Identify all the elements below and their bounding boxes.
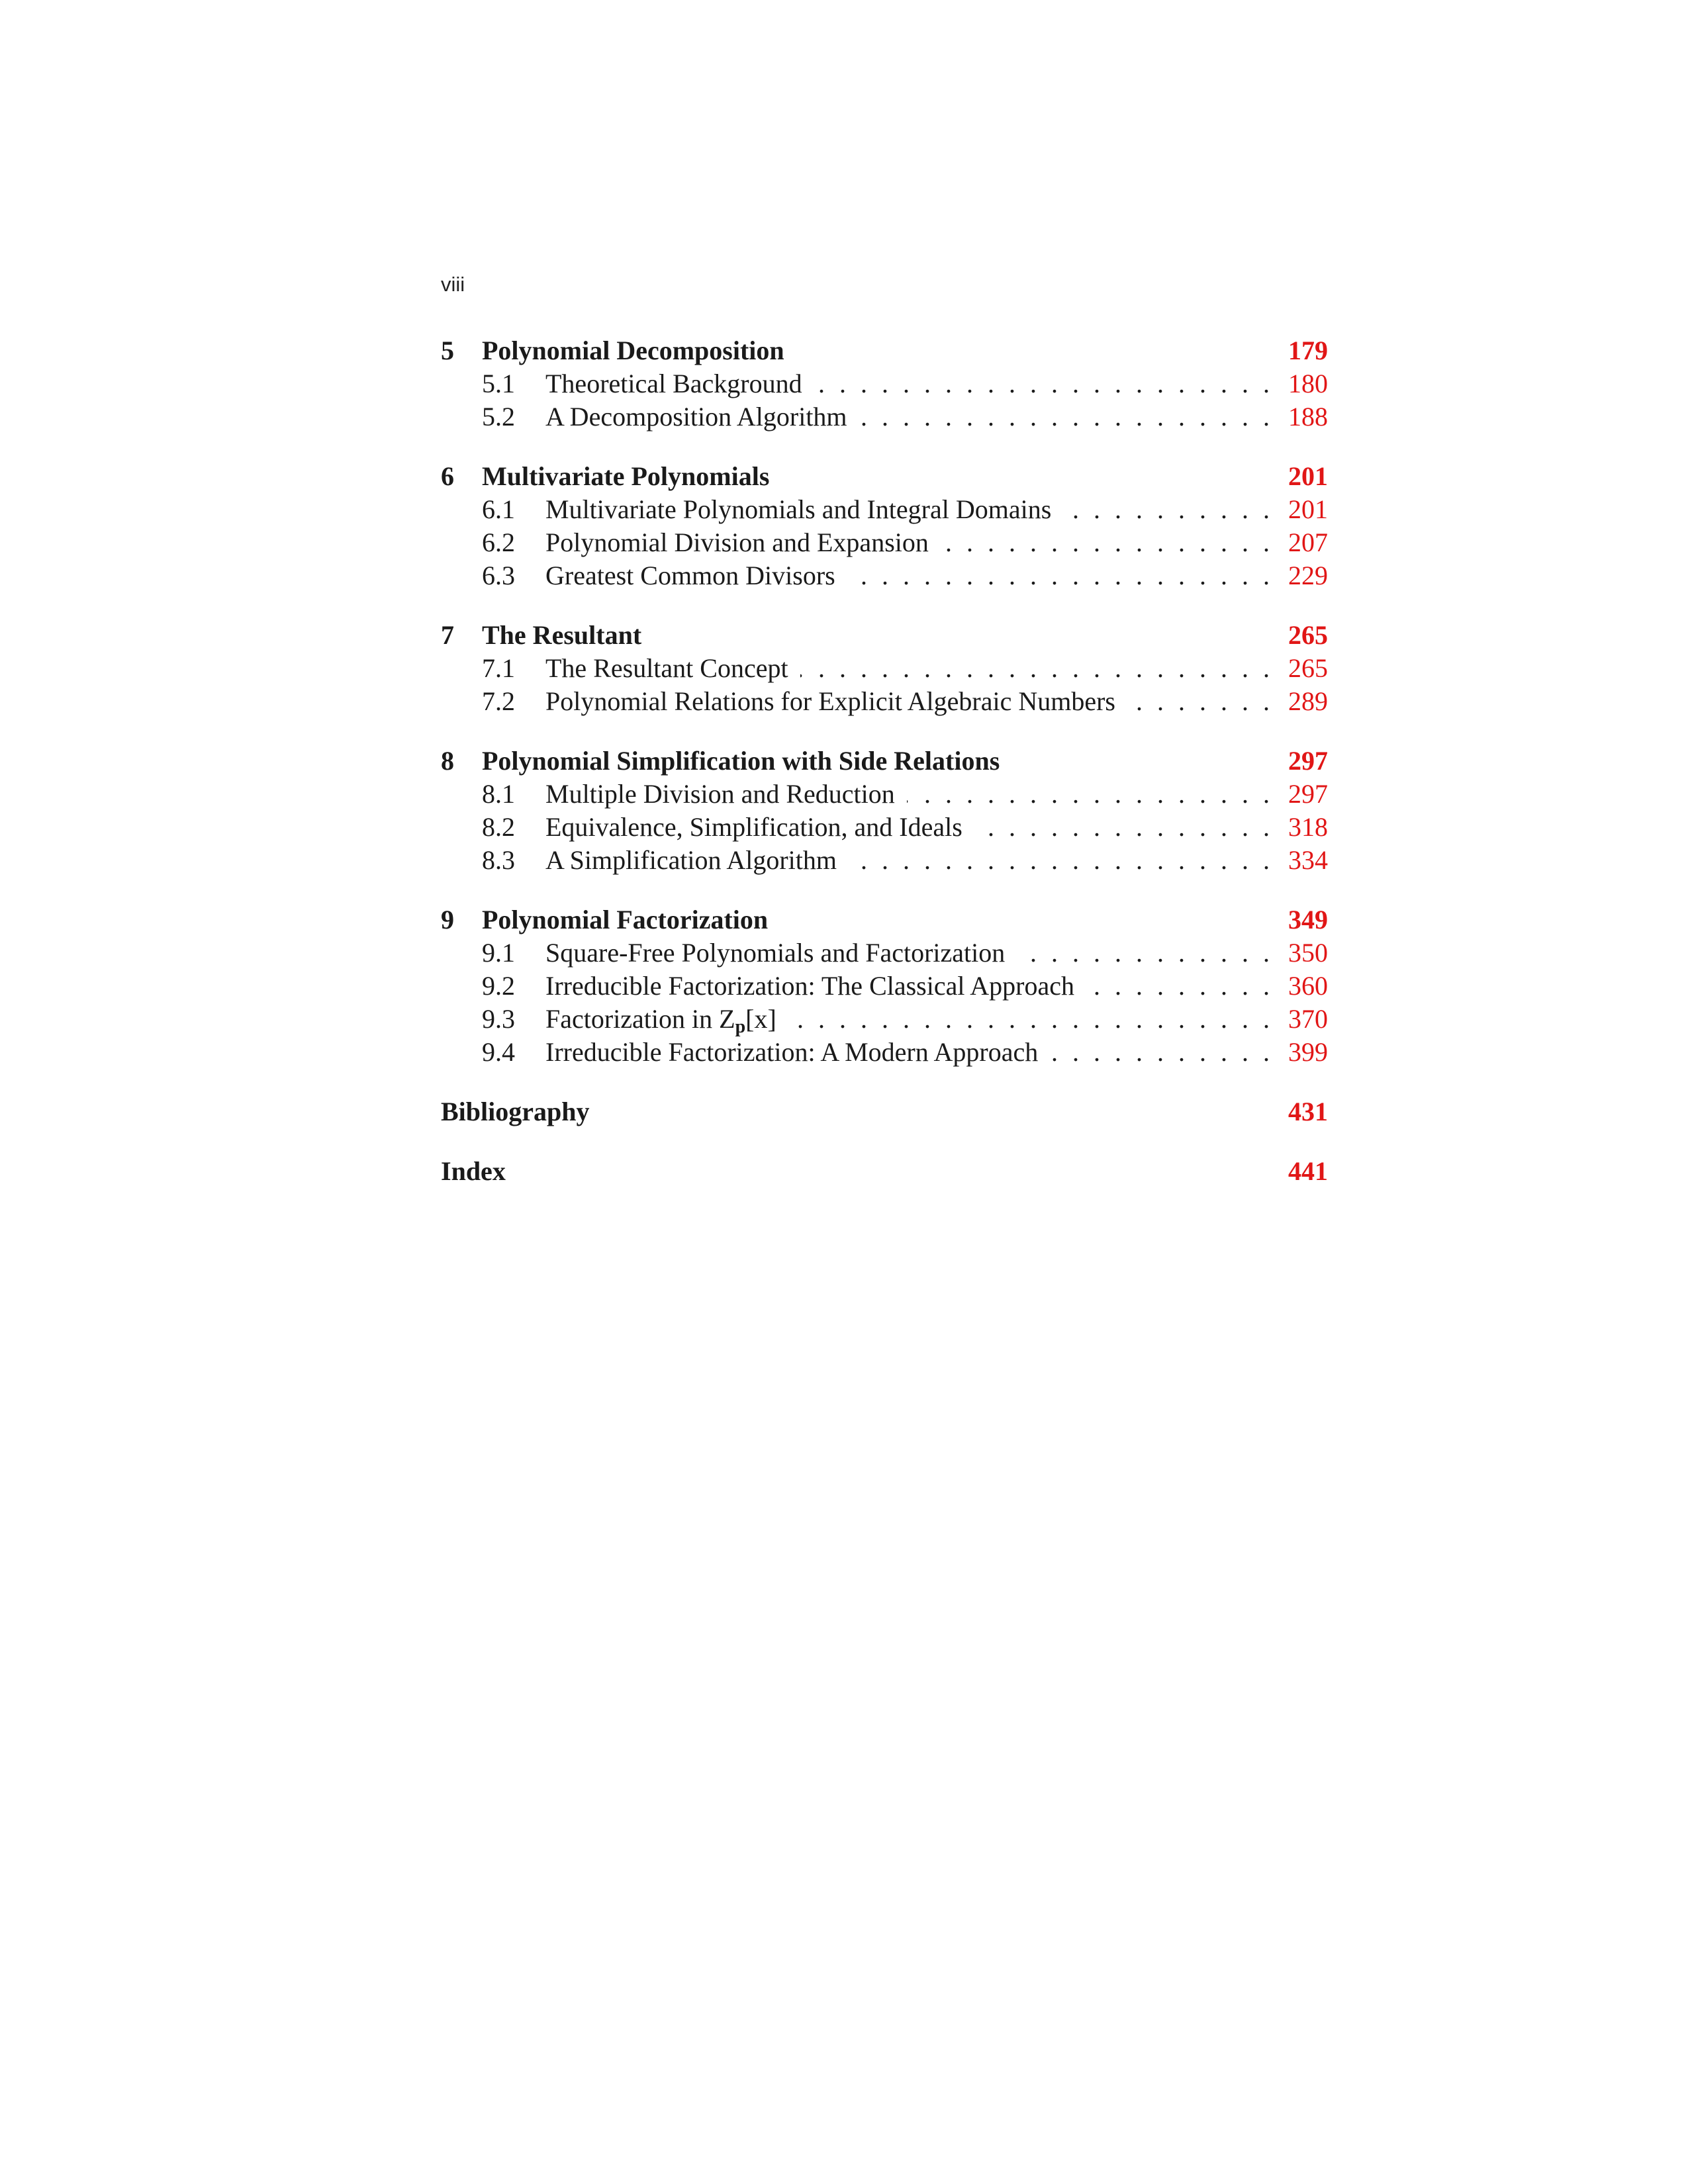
section-number: 6.3: [482, 561, 515, 590]
bibliography-entry: [441, 1096, 1328, 1129]
section-title: Polynomial Relations for Explicit Algebraic Numbers: [545, 686, 1115, 716]
chapter-page-link[interactable]: 201: [1288, 461, 1328, 491]
section-title: Multivariate Polynomials and Integral Domains: [545, 494, 1052, 524]
section-page-link[interactable]: 334: [1288, 845, 1328, 875]
section-entry[interactable]: [441, 970, 1328, 1003]
section-number: 8.3: [482, 845, 515, 875]
chapter-heading[interactable]: [441, 904, 1328, 937]
index-title: Index: [441, 1156, 506, 1186]
chapter-page-link[interactable]: 179: [1288, 336, 1328, 365]
page-number: viii: [441, 273, 465, 296]
section-entry[interactable]: [441, 844, 1328, 878]
section-title: A Simplification Algorithm: [545, 845, 837, 875]
section-title: Square-Free Polynomials and Factorization: [545, 938, 1006, 968]
chapter-title: Polynomial Decomposition: [482, 336, 784, 365]
dot-leader: [1050, 1036, 1270, 1068]
dot-leader: [941, 527, 1270, 558]
dot-leader: [1063, 494, 1270, 525]
section-title: The Resultant Concept: [545, 653, 788, 683]
section-title: [545, 1003, 776, 1038]
section-number: 5.1: [482, 369, 515, 398]
section-page-link[interactable]: 229: [1288, 561, 1328, 590]
section-entry[interactable]: [441, 778, 1328, 811]
section-title-suffix: [x]: [745, 1004, 776, 1034]
chapter-page-link[interactable]: 265: [1288, 620, 1328, 650]
chapter-heading[interactable]: [441, 461, 1328, 494]
section-page-link[interactable]: 201: [1288, 494, 1328, 524]
section-entry[interactable]: [441, 686, 1328, 719]
chapter-6: [441, 461, 1328, 593]
bibliography-page-link[interactable]: 431: [1288, 1097, 1328, 1126]
section-page-link[interactable]: 265: [1288, 653, 1328, 683]
section-title: Irreducible Factorization: The Classical Approach: [545, 971, 1074, 1001]
section-page-link[interactable]: 297: [1288, 779, 1328, 809]
chapter-page-link[interactable]: 297: [1288, 746, 1328, 776]
chapter-8: [441, 745, 1328, 878]
section-number: 8.1: [482, 779, 515, 809]
section-title: Polynomial Division and Expansion: [545, 527, 929, 557]
section-entry[interactable]: [441, 937, 1328, 970]
dot-leader: [1017, 937, 1270, 968]
section-entry[interactable]: [441, 368, 1328, 401]
dot-leader: [1086, 970, 1270, 1001]
section-entry[interactable]: [441, 494, 1328, 527]
chapter-page-link[interactable]: 349: [1288, 905, 1328, 934]
section-page-link[interactable]: 318: [1288, 812, 1328, 842]
dot-leader: [974, 811, 1270, 842]
section-number: 9.1: [482, 938, 515, 968]
section-page-link[interactable]: 360: [1288, 971, 1328, 1001]
section-number: 9.2: [482, 971, 515, 1001]
section-number: 6.2: [482, 527, 515, 557]
section-number: 7.1: [482, 653, 515, 683]
section-page-link[interactable]: 207: [1288, 527, 1328, 557]
bibliography-title: Bibliography: [441, 1097, 590, 1126]
dot-leader: [859, 401, 1270, 432]
section-entry[interactable]: [441, 1003, 1328, 1036]
dot-leader: [814, 368, 1270, 399]
chapter-title: Polynomial Factorization: [482, 905, 769, 934]
section-page-link[interactable]: 399: [1288, 1037, 1328, 1067]
index-entry: [441, 1156, 1328, 1189]
section-title-text: Factorization in Z: [545, 1004, 735, 1034]
section-number: 9.4: [482, 1037, 515, 1067]
section-page-link[interactable]: 180: [1288, 369, 1328, 398]
chapter-title: Multivariate Polynomials: [482, 461, 770, 491]
section-entry[interactable]: [441, 401, 1328, 434]
section-page-link[interactable]: 370: [1288, 1004, 1328, 1034]
chapter-number: 9: [441, 905, 454, 934]
section-number: 7.2: [482, 686, 515, 716]
section-entry[interactable]: [441, 811, 1328, 844]
section-entry[interactable]: [441, 653, 1328, 686]
section-title: Greatest Common Divisors: [545, 561, 835, 590]
section-entry[interactable]: [441, 527, 1328, 560]
section-title: Multiple Division and Reduction: [545, 779, 895, 809]
section-number: 8.2: [482, 812, 515, 842]
section-title: Irreducible Factorization: A Modern Approach: [545, 1037, 1039, 1067]
index-page-link[interactable]: 441: [1288, 1156, 1328, 1186]
section-title: Equivalence, Simplification, and Ideals: [545, 812, 962, 842]
section-page-link[interactable]: 188: [1288, 402, 1328, 432]
subscript-p: p: [735, 1017, 746, 1037]
dot-leader: [849, 844, 1270, 876]
section-title: Theoretical Background: [545, 369, 802, 398]
table-of-contents: [441, 335, 1328, 1215]
index-heading[interactable]: [441, 1156, 1328, 1189]
chapter-9: [441, 904, 1328, 1069]
dot-leader: [907, 778, 1270, 809]
bibliography-heading[interactable]: [441, 1096, 1328, 1129]
section-title: A Decomposition Algorithm: [545, 402, 847, 432]
chapter-5: [441, 335, 1328, 434]
section-number: 5.2: [482, 402, 515, 432]
section-entry[interactable]: [441, 560, 1328, 593]
chapter-number: 7: [441, 620, 454, 650]
chapter-title: Polynomial Simplification with Side Relations: [482, 746, 1000, 776]
dot-leader: [788, 1003, 1270, 1034]
chapter-number: 5: [441, 336, 454, 365]
dot-leader: [847, 560, 1270, 591]
chapter-number: 8: [441, 746, 454, 776]
chapter-heading[interactable]: [441, 619, 1328, 653]
section-number: 6.1: [482, 494, 515, 524]
chapter-heading[interactable]: [441, 335, 1328, 368]
chapter-number: 6: [441, 461, 454, 491]
section-number: 9.3: [482, 1004, 515, 1034]
dot-leader: [1127, 686, 1270, 717]
dot-leader: [800, 653, 1270, 684]
chapter-7: [441, 619, 1328, 719]
section-page-link[interactable]: 350: [1288, 938, 1328, 968]
section-page-link[interactable]: 289: [1288, 686, 1328, 716]
section-entry[interactable]: [441, 1036, 1328, 1069]
chapter-heading[interactable]: [441, 745, 1328, 778]
chapter-title: The Resultant: [482, 620, 642, 650]
